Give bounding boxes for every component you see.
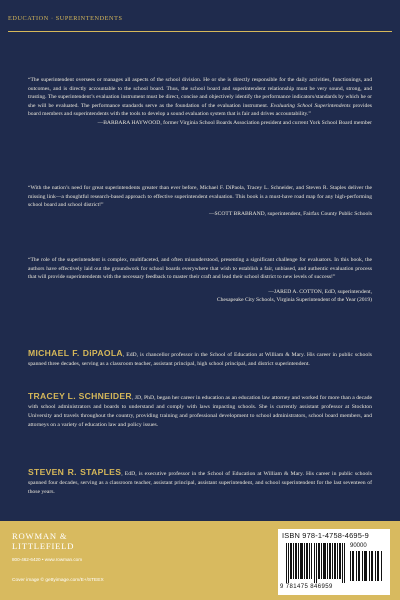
quote-3-attribution-line2: Chesapeake City Schools, Virginia Superintendent of the Year (2019) (216, 297, 372, 304)
bio-text-schneider: , JD, PhD, began her career in education as an education law attorney and worked for more than a decade with school administrators and boards to understand and comply with laws impacting schools. She is currently assistant professor at Stockton University and travels throughout the country, providing training and professional development to school administrators, school board members, and attorneys on a variety of education law and policy issues. (28, 395, 372, 428)
author-name-staples: STEVEN R. STAPLES (28, 467, 122, 477)
quote-3-attribution-line1: —JARED A. COTTON, EdD, superintendent, (268, 288, 372, 295)
footer-band (0, 521, 400, 600)
quote-3 (28, 256, 372, 305)
barcode-addon (350, 551, 384, 581)
publisher-url: www.rowman.com (44, 557, 83, 562)
cover-image-credit: Cover image © gettyimage.com/E+/STEEX (12, 578, 104, 583)
quote-2-attribution: —SCOTT BRABRAND, superintendent, Fairfax County Public Schools (208, 210, 372, 217)
quote-1-attribution: —BARBARA HAYWOOD, former Virginia School Boards Association president and current York School Board member (97, 119, 372, 126)
quote-2-text: “With the nation’s need for great superintendents greater than ever before, Michael F. DiPaola, Tracey L. Schneider, and Steven R. Staples deliver the missing link—a thoughtful research-based approach to effective superintendent evaluation. This book is a must-have road map for any high-performing school board and school district!” (28, 185, 372, 209)
publisher-logo (12, 531, 74, 551)
quote-1-text-after: provides board members and superintendents with the tools to develop a sound evaluation system that is fair and drives accountability.” (28, 102, 372, 118)
barcode-panel (278, 529, 390, 595)
barcode-ean (286, 543, 346, 583)
quote-1-body (28, 76, 372, 119)
bio-schneider (28, 392, 372, 430)
barcode-digits: 9 781475 846959 (280, 584, 333, 590)
quote-3-text: “The role of the superintendent is complex, multifaceted, and often misunderstood, presenting a significant challenge for evaluators. In this book, the authors have effectively laid out the groundwork for school boards everywhere that wish to establish a fair, unbiased, and authentic evaluation process that will provide superintendents with the necessary feedback to master their craft and lead their school district to new levels of success!” (28, 257, 372, 281)
quote-1-book-title: Evaluating School Superintendents (270, 102, 351, 109)
quote-1 (28, 76, 372, 128)
bio-text-staples: , EdD, is executive professor in the School of Education at William & Mary. His career in public schools spanned four decades, serving as a classroom teacher, assistant principal, assistant superintendent, and school superintendent for the last seventeen of those years. (28, 471, 372, 495)
isbn-number: ISBN 978-1-4758-4695-9 (282, 531, 369, 540)
bio-text-dipaola: , EdD, is chancellor professor in the School of Education at William & Mary. His career in public schools spanned three decades, serving as a classroom teacher, assistant principal, high school principal, and district superintendent. (28, 352, 372, 367)
category-label: EDUCATION · SUPERINTENDENTS (8, 15, 123, 22)
price-code: 90000 (350, 543, 367, 549)
bio-dipaola (28, 349, 372, 369)
quote-2 (28, 184, 372, 218)
contact-separator: • (41, 557, 45, 562)
bio-staples (28, 468, 372, 497)
author-name-dipaola: MICHAEL F. DiPAOLA (28, 348, 123, 358)
author-name-schneider: TRACEY L. SCHNEIDER (28, 391, 132, 401)
publisher-name-line1: ROWMAN & (12, 531, 68, 541)
quote-1-text: “The superintendent oversees or manages all aspects of the school division. He or she is directly responsible for the daily activities, functionings, and outcomes, and is directly accountable to the school board. Thus, the school board and superintendent relationship must be very sound, strong, and trusting. The superintendent’s evaluation instrument must be direct, concise and objectively identify the performance indicators/standards by which he or she will be evaluated. The performance standards serve as the foundation of the evaluation instrument. (28, 77, 372, 109)
publisher-phone: 800-462-6420 (12, 557, 41, 562)
header-rule (8, 31, 392, 32)
publisher-contact (12, 557, 82, 563)
publisher-name-line2: LITTLEFIELD (12, 541, 75, 551)
